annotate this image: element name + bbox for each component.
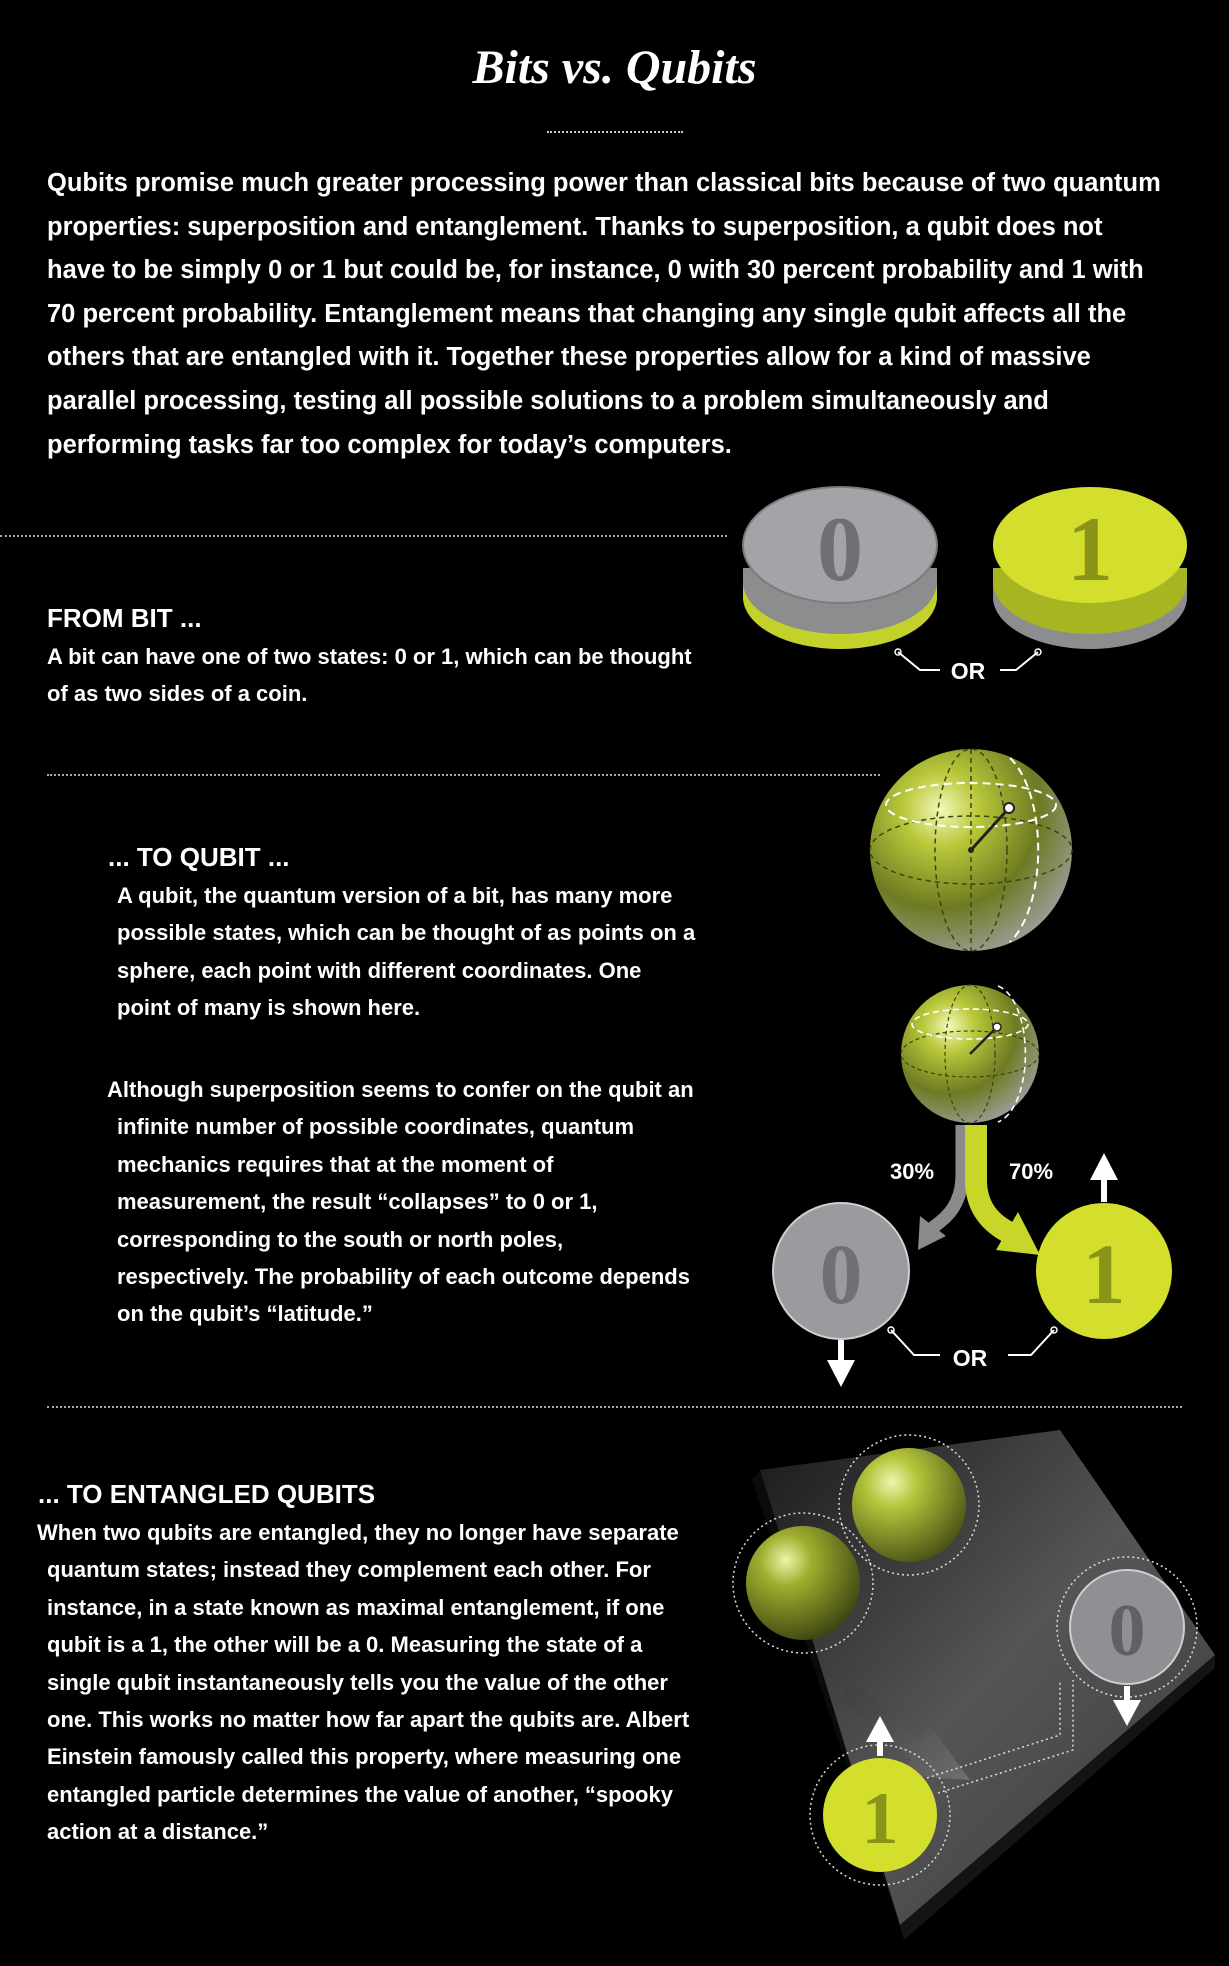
down-arrow-icon: [827, 1360, 855, 1387]
coin-zero-label: 0: [817, 498, 863, 600]
small-qubit-sphere: [901, 985, 1039, 1123]
outcome-one: [1036, 1153, 1172, 1339]
prob-zero-label: 30%: [889, 1159, 935, 1184]
entangled-one-label: 1: [861, 1778, 899, 1860]
qubit-heading: ... TO QUBIT ...: [108, 842, 290, 872]
bit-heading: FROM BIT ...: [47, 603, 202, 633]
up-arrow-icon: [1090, 1153, 1118, 1180]
entanglement-plate: [752, 1430, 1215, 1940]
coin-one: [993, 487, 1187, 649]
qubit-measurement-description: Although superposition seems to confer on the qubit an infinite number of possible coordinates, quantum mechanics requires that at the moment of measurement, the result “collapses” to 0 or 1, corresponding to the south or north poles, respectively. The probability of each outcome depends on the qubit’s “latitude.”: [107, 1077, 694, 1327]
coin-zero: [743, 487, 937, 649]
intro-paragraph: Qubits promise much greater processing power than classical bits because of two quantum properties: superposition and entanglement. Thanks to superposition, a qubit does not have to be simply 0 or 1 but could be, for instance, 0 with 30 percent probability and 1 with 70 percent probability. Entanglement means that changing any single qubit affects all the others that are entangled with it. Together these properties allow for a kind of massive parallel processing, testing all possible solutions to a problem simultaneously and performing tasks far too complex for today’s computers.: [47, 169, 1161, 459]
entangled-heading: ... TO ENTANGLED QUBITS: [38, 1479, 376, 1509]
entangled-zero-label: 0: [1108, 1590, 1146, 1672]
qubit-sphere: [870, 749, 1072, 951]
page-title: Bits vs. Qubits: [472, 41, 757, 94]
collapse-arrow-zero: [918, 1125, 962, 1250]
prob-one-label: 70%: [1008, 1159, 1054, 1184]
qubit-description: A qubit, the quantum version of a bit, has many more possible states, which can be thought of as points on a sphere, each point with different coordinates. One point of many is shown here.: [117, 883, 696, 1021]
collapse-arrow-one: [976, 1125, 1040, 1255]
bit-description: A bit can have one of two states: 0 or 1, which can be thought of as two sides of a coin.: [47, 644, 692, 707]
outcome-zero-label: 0: [819, 1226, 863, 1322]
outcome-one-label: 1: [1082, 1226, 1126, 1322]
bit-or-connector: [895, 649, 1041, 684]
bit-or-label: OR: [950, 658, 986, 684]
entangled-description: When two qubits are entangled, they no longer have separate quantum states; instead they complement each other. For instance, in a state known as maximal entanglement, if one qubit is a 1, the other will be a 0. Measuring the state of a single qubit instantaneously tells you the value of the other one. This works no matter how far apart the qubits are. Albert Einstein famously called this property, where measuring one entangled particle determines the value of another, “spooky action at a distance.”: [37, 1520, 690, 1845]
qubit-or-label: OR: [952, 1345, 988, 1371]
qubit-or-connector: [888, 1327, 1057, 1371]
coin-one-label: 1: [1067, 498, 1113, 600]
outcome-zero: [773, 1203, 909, 1387]
